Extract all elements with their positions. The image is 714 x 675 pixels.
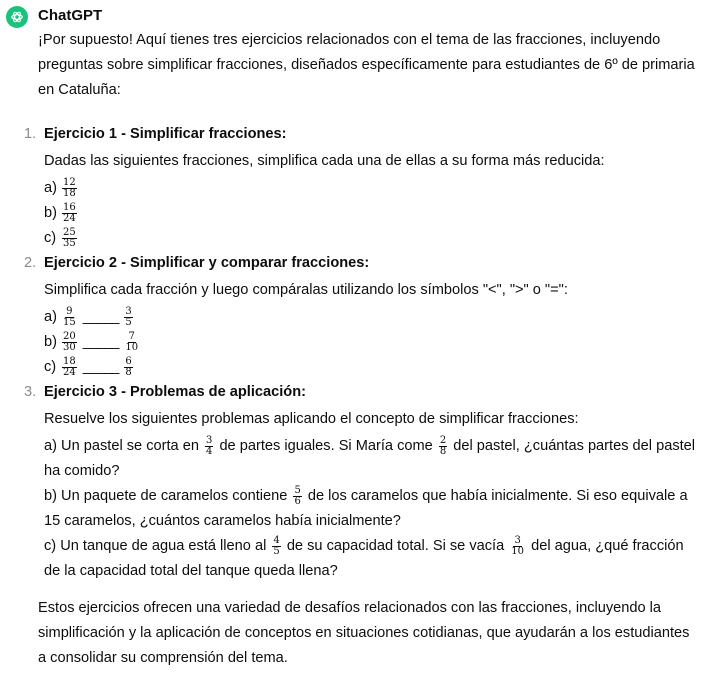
word-problem: b) Un paquete de caramelos contiene $\frac{5}{6}$ de los caramelos que había inicialmente. Si eso equivale a 15 caramelos, ¿cuántos caramelos había inicialmente? — [44, 484, 688, 529]
fraction: $\frac{2}{8}$ — [439, 434, 447, 457]
fraction: $\frac{3}{4}$ — [206, 434, 213, 457]
fraction: $\frac{3}{5}$ — [125, 306, 132, 328]
fraction: $\frac{16}{24}$ — [63, 202, 76, 224]
exercise-list — [24, 122, 698, 584]
list-number: 1. — [24, 126, 37, 142]
exercise-item — [24, 251, 698, 380]
assistant-avatar — [6, 6, 28, 28]
fraction-item: b) $\frac{16}{24}$ — [44, 202, 76, 224]
fraction: $\frac{5}{6}$ — [294, 484, 301, 507]
intro-paragraph: ¡Por supuesto! Aquí tienes tres ejercicios relacionados con el tema de las fracciones, incluyendo preguntas sobre simplificar fracciones, diseñados específicamente para estudiantes de 6º de primaria en Cataluña: — [38, 32, 695, 98]
word-problem: c) Un tanque de agua está lleno al $\frac{4}{5}$ de su capacidad total. Si se vacía $\frac{3}{10}$ del agua, ¿qué fracción de la capacidad total del tanque queda llena? — [44, 534, 684, 579]
exercise-item — [24, 122, 698, 251]
comparison-blank: _____ — [82, 309, 119, 325]
fraction: $\frac{18}{24}$ — [63, 356, 76, 378]
word-problem: a) Un pastel se corta en $\frac{3}{4}$ de partes iguales. Si María come $\frac{2}{8}$ del pastel, ¿cuántas partes del pastel ha comido? — [44, 434, 696, 479]
comparison-blank: _____ — [82, 334, 119, 350]
comparison-item: b) $\frac{20}{30}$ _____ $\frac{7}{10}$ — [44, 331, 139, 353]
comparison-item: c) $\frac{18}{24}$ _____ $\frac{6}{8}$ — [44, 356, 132, 378]
list-number: 3. — [24, 384, 37, 400]
exercise-description: Dadas las siguientes fracciones, simplifica cada una de ellas a su forma más reducida: — [44, 153, 605, 169]
comparison-item: a) $\frac{9}{15}$ _____ $\frac{3}{5}$ — [44, 306, 132, 328]
fraction: $\frac{12}{18}$ — [63, 177, 76, 199]
fraction-item: a) $\frac{12}{18}$ — [44, 177, 76, 199]
fraction: $\frac{9}{15}$ — [63, 306, 76, 328]
fraction: $\frac{4}{5}$ — [273, 534, 280, 557]
exercise-item — [24, 380, 698, 584]
fraction: $\frac{3}{10}$ — [511, 534, 525, 557]
sender-name: ChatGPT — [38, 7, 103, 24]
exercise-title: Ejercicio 1 - Simplificar fracciones: — [44, 126, 287, 142]
message-content — [24, 28, 698, 671]
fraction-item: c) $\frac{25}{35}$ — [44, 227, 76, 249]
comparison-blank: _____ — [82, 359, 119, 375]
fraction: $\frac{7}{10}$ — [125, 331, 139, 353]
fraction: $\frac{25}{35}$ — [63, 227, 76, 249]
openai-logo-icon — [10, 10, 24, 24]
exercise-title: Ejercicio 2 - Simplificar y comparar fracciones: — [44, 255, 370, 271]
exercise-title: Ejercicio 3 - Problemas de aplicación: — [44, 384, 306, 400]
outro-paragraph: Estos ejercicios ofrecen una variedad de desafíos relacionados con las fracciones, incluyendo la simplificación y la aplicación de conceptos en situaciones cotidianas, que ayudarán a los estudiantes a consolidar su comprensión del tema. — [38, 600, 690, 666]
fraction: $\frac{6}{8}$ — [125, 356, 132, 378]
exercise-description: Resuelve los siguientes problemas aplicando el concepto de simplificar fracciones: — [44, 411, 579, 427]
list-number: 2. — [24, 255, 37, 271]
exercise-description: Simplifica cada fracción y luego compáralas utilizando los símbolos "<", ">" o "=": — [44, 282, 568, 298]
fraction: $\frac{20}{30}$ — [63, 331, 76, 353]
